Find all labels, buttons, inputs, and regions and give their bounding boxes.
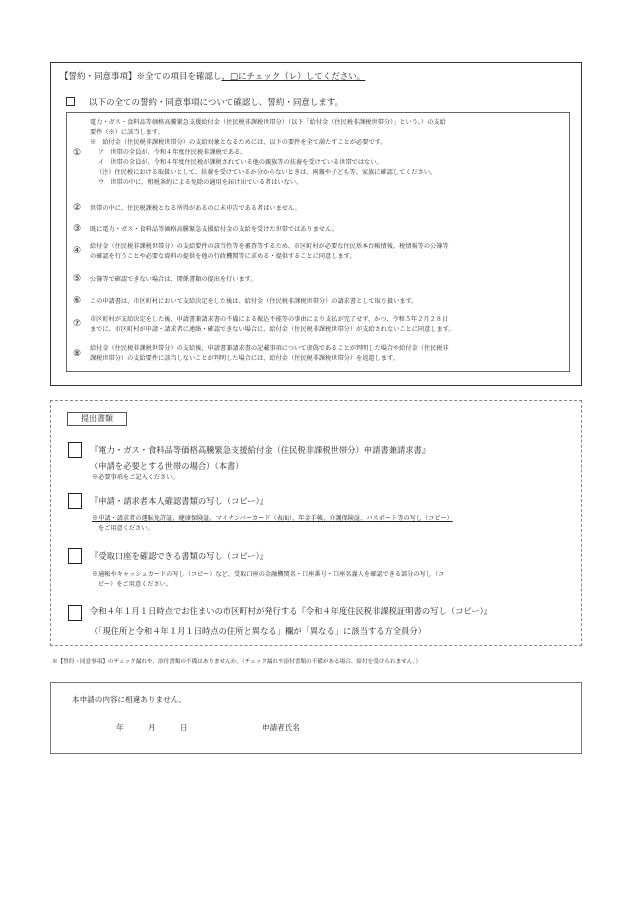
doc-label: 『受取口座を確認できる書類の写し（コピー）』 [90, 551, 269, 561]
doc-checkbox-application[interactable] [68, 442, 82, 458]
item-line: ウ 世帯の中に、租税条約による免除の適用を届け出ている者はいない。 [98, 179, 303, 186]
consent-item [90, 297, 558, 307]
consent-item [90, 204, 558, 214]
doc-checkbox-certificate[interactable] [68, 605, 82, 621]
footnote: ※【誓約・同意事項】のチェック漏れや、添付書類の不備はありませんか。（チェック漏れや添付書類の不備がある場合、給付を受けられません。） [52, 659, 422, 665]
item-line: 課税世帯分）の支給要件に該当しないことが判明した場合には、給付金（住民税非課税世帯分）を返還します。 [90, 355, 399, 362]
item-number: ③ [72, 224, 82, 234]
doc-note [92, 514, 453, 523]
item-line: 電力・ガス・食料品等価格高騰緊急支援給付金（住民税非課税世帯分）（以下「給付金（住民税非課税世帯分）」という。）の支給 [90, 119, 446, 126]
consent-header-instruction: 、□にチェック（レ）してください。 [221, 72, 366, 82]
item-line: の確認を行うことや必要な資料の提供を他の行政機関等に求める・提供することに同意します。 [90, 253, 356, 260]
item-line: 世帯の中に、住民税課税となる所得があるのに未申告である者はいません。 [90, 205, 301, 212]
agree-checkbox[interactable] [66, 97, 75, 106]
agree-row[interactable] [66, 96, 343, 108]
doc-checkbox-id[interactable] [68, 493, 82, 509]
doc-label: 『申請・請求者本人確認書類の写し（コピー）』 [90, 496, 269, 506]
item-number: ④ [72, 246, 82, 256]
doc-checkbox-bank[interactable] [68, 548, 82, 564]
item-number: ⑧ [72, 349, 82, 359]
doc-label-sub: （「現住所と令和４年１月１日時点の住所と異なる」欄が「異なる」に該当する方全員分） [90, 626, 427, 636]
consent-header-text: 【誓約・同意事項】※全ての項目を確認し [60, 72, 222, 82]
item-line: までに、市区町村が申請・請求者に連絡・確認できない場合に、給付金（住民税非課税世帯分）が支給されないことに同意します。 [90, 326, 455, 333]
signature-section [50, 682, 582, 754]
consent-item [90, 315, 558, 335]
item-line: この申請書は、市区町村において支給決定をした後は、給付金（住民税非課税世帯分）の請求書として取り扱います。 [90, 298, 418, 305]
doc-label-sub: （申請を必要とする世帯の場合）（本書） [90, 461, 244, 471]
consent-item [90, 225, 558, 235]
item-line: 要件（※）に該当します。 [90, 129, 164, 136]
item-line: 既に電力・ガス・食料品等価格高騰緊急支援給付金の支給を受けた世帯ではありません。 [90, 226, 338, 233]
doc-note: をご用意ください。 [98, 525, 154, 532]
agree-label: 以下の全ての誓約・同意事項について確認し、誓約・同意します。 [89, 98, 344, 108]
item-line: ア 世帯の全員が、令和４年度住民税非課税である。 [98, 149, 247, 156]
signature-statement: 本申請の内容に相違ありません。 [72, 695, 187, 704]
doc-note-text: ※申請・請求者の運転免許証、健康保険証、マイナンバーカード（表面）、年金手帳、介護保険証、パスポート等の写し（コピー） [92, 515, 453, 522]
consent-item [90, 118, 558, 188]
consent-item [90, 242, 558, 262]
applicant-name-label: 申請者氏名 [262, 723, 300, 732]
doc-label: 令和４年１月１日時点でお住まいの市区町村が発行する『令和４年度住民税非課税証明書の写し（コピー）』 [90, 606, 493, 616]
consent-item [90, 344, 558, 364]
item-number: ⑦ [72, 319, 82, 329]
consent-item [90, 275, 558, 285]
documents-title: 提出書類 [67, 412, 127, 426]
doc-label: 『電力・ガス・食料品等価格高騰緊急支援給付金（住民税非課税世帯分）申請書兼請求書』 [90, 445, 431, 455]
item-line: ※ 給付金（住民税非課税世帯分）の支給対象となるためには、以下の要件を全て満たすことが必要です。 [90, 139, 387, 146]
date-day-label: 日 [180, 723, 188, 732]
date-month-label: 月 [148, 723, 156, 732]
item-line: イ 世帯の全員が、令和４年度住民税が課税されている他の親族等の扶養を受けている世帯ではない。 [98, 159, 383, 166]
item-line: 給付金（住民税非課税世帯分）の支給後、申請書兼請求書の記載事項について虚偽であることが判明した場合や給付金（住民税非 [90, 345, 449, 352]
item-number: ⑤ [72, 274, 82, 284]
doc-note: ※必要事項をご記入ください。 [92, 474, 179, 481]
item-line: 公簿等で確認できない場合は、関係書類の提出を行います。 [90, 276, 257, 283]
item-number: ② [72, 203, 82, 213]
item-line: （注）住民税における取扱いとして、扶養を受けているか分からないときは、両親や子ども等、家族に確認してください。 [96, 169, 437, 176]
item-line: 給付金（住民税非課税世帯分）の支給要件の該当性等を審査等するため、市区町村が必要な住民基本台帳情報、税情報等の公簿等 [90, 243, 449, 250]
consent-header [60, 70, 365, 82]
item-number: ① [72, 148, 82, 158]
date-year-label: 年 [116, 723, 124, 732]
item-number: ⑥ [72, 296, 82, 306]
item-line: 市区町村が支給決定をした後、申請書兼請求書の不備による振込不能等の事由により支払が完了せず、かつ、令和５年２月２８日 [90, 316, 449, 323]
doc-note: ピー）をご用意ください。 [98, 581, 173, 588]
doc-note: ※通帳やキャッシュカードの写し（コピー）など、受取口座の金融機関名・口座番号・口座名義人を確認できる部分の写し（コ [92, 571, 445, 578]
